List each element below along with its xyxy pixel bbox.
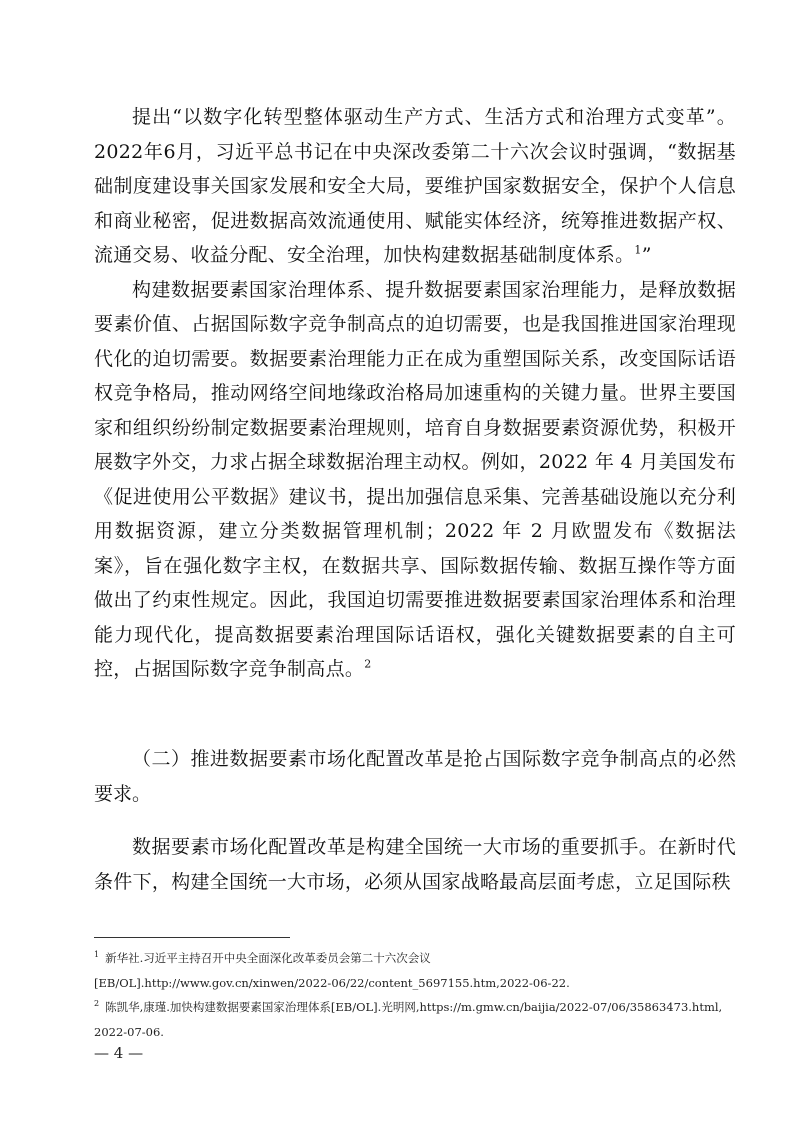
body-text-block-2: [94, 830, 736, 899]
footnote-2-date: 2022-07-06.: [94, 1024, 164, 1039]
footnote-2-mark: 2: [94, 999, 100, 1009]
body-text-block-1: [94, 100, 736, 687]
section-heading: （二）推进数据要素市场化配置改革是抢占国际数字竞争制高点的必然要求。: [94, 748, 736, 805]
footnote-ref-1[interactable]: 1: [634, 243, 642, 257]
footnote-1-mark: 1: [94, 950, 100, 960]
section-heading-block: [94, 742, 736, 811]
footnote-ref-2[interactable]: 2: [364, 657, 372, 671]
footnote-1-url[interactable]: [EB/OL].http://www.gov.cn/xinwen/2022-06/22/content_5697155.htm,2022-06-22.: [94, 975, 570, 990]
footnote-2: [94, 995, 734, 1020]
footnote-2-line1[interactable]: 陈凯华,康瑾.加快构建数据要素国家治理体系[EB/OL].光明网,https://m.gmw.cn/baijia/2022-07/06/35863473.html,: [105, 1000, 723, 1014]
footnote-1: [94, 946, 734, 971]
footnote-1-line1: 新华社.习近平主持召开中央全面深化改革委员会第二十六次会议: [105, 951, 431, 965]
footnote-divider: [94, 937, 290, 938]
paragraph-1-text: 提出“以数字化转型整体驱动生产方式、生活方式和治理方式变革”。2022年6月，习近平总书记在中央深改委第二十六次会议时强调，“数据基础制度建设事关国家发展和安全大局，要维护国家数据安全，保护个人信息和商业秘密，促进数据高效流通使用、赋能实体经济，统筹推进数据产权、流通交易、收益分配、安全治理，加快构建数据基础制度体系。: [94, 106, 736, 266]
paragraph-2: [94, 273, 736, 687]
paragraph-1-tail: ”: [641, 244, 652, 266]
paragraph-2-text: 构建数据要素国家治理体系、提升数据要素国家治理能力，是释放数据要素价值、占据国际数字竞争制高点的迫切需要，也是我国推进国家治理现代化的迫切需要。数据要素治理能力正在成为重塑国际关系，改变国际话语权竞争格局，推动网络空间地缘政治格局加速重构的关键力量。世界主要国家和组织纷纷制定数据要素治理规则，培育自身数据要素资源优势，积极开展数字外交，力求占据全球数据治理主动权。例如，2022 年 4 月美国发布《促进使用公平数据》建议书，提出加强信息采集、完善基础设施以充分利用数据资源，建立分类数据管理机制；2022 年 2 月欧盟发布《数据法案》，旨在强化数字主权，在数据共享、国际数据传输、数据互操作等方面做出了约束性规定。因此，我国迫切需要推进数据要素国家治理体系和治理能力现代化，提高数据要素治理国际话语权，强化关键数据要素的自主可控，占据国际数字竞争制高点。: [94, 278, 736, 680]
paragraph-1: [94, 100, 736, 273]
page-number: — 4 —: [94, 1044, 144, 1062]
paragraph-3: 数据要素市场化配置改革是构建全国统一大市场的重要抓手。在新时代条件下，构建全国统一大市场，必须从国家战略最高层面考虑，立足国际秩: [94, 836, 736, 893]
footnotes: [94, 946, 734, 1044]
